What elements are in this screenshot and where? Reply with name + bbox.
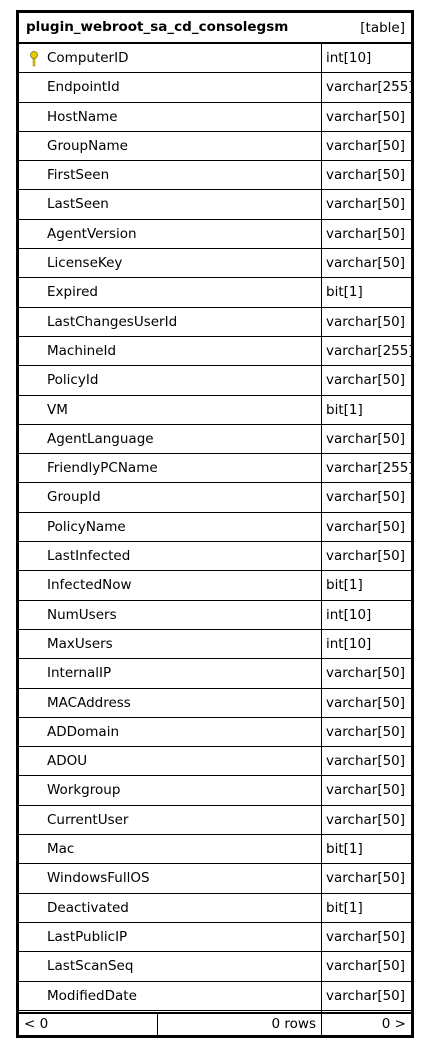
column-row (19, 483, 411, 512)
column-name: CurrentUser (47, 811, 129, 828)
column-name: ADDomain (47, 723, 120, 740)
column-row (19, 513, 411, 542)
column-row (19, 337, 414, 366)
column-type: bit[1] (326, 899, 363, 916)
column-row (19, 601, 411, 630)
column-row (19, 454, 414, 483)
column-row (19, 571, 411, 600)
table-entity (16, 10, 414, 1038)
column-type: int[10] (326, 50, 372, 66)
column-name: Workgroup (47, 782, 121, 799)
column-type: varchar[255] (326, 342, 414, 359)
column-type: varchar[50] (326, 782, 406, 799)
column-type: bit[1] (326, 841, 363, 858)
column-row (19, 659, 411, 688)
column-row (19, 923, 411, 952)
table-footer (19, 1012, 411, 1035)
column-row (19, 396, 411, 425)
column-name: LastSeen (47, 196, 109, 213)
column-type: varchar[50] (326, 108, 406, 125)
column-row (19, 278, 411, 307)
column-type: int[10] (326, 606, 372, 623)
column-row (19, 806, 411, 835)
column-type: varchar[255] (326, 460, 414, 477)
column-name: PolicyName (47, 518, 126, 535)
column-type: varchar[50] (326, 518, 406, 535)
column-type: bit[1] (326, 577, 363, 594)
column-name: GroupId (47, 489, 101, 506)
column-name: VM (47, 401, 68, 418)
column-name: LastInfected (47, 548, 131, 565)
column-type: varchar[50] (326, 167, 406, 184)
column-name: AgentVersion (47, 225, 137, 242)
column-name: HostName (47, 108, 118, 125)
column-row (19, 718, 411, 747)
column-type: varchar[50] (326, 987, 406, 1004)
column-row (19, 190, 411, 219)
column-type: varchar[50] (326, 548, 406, 565)
footer-prev[interactable]: < 0 (24, 1016, 49, 1032)
table-header (19, 13, 411, 44)
footer-prev-cell[interactable] (19, 1014, 158, 1035)
column-name: EndpointId (47, 79, 120, 96)
footer-next[interactable]: 0 > (381, 1016, 406, 1032)
column-row (19, 776, 411, 805)
column-type: varchar[50] (326, 196, 406, 213)
column-type: varchar[255] (326, 79, 414, 96)
column-row (19, 894, 411, 923)
column-name: NumUsers (47, 606, 117, 623)
column-name: MachineId (47, 342, 117, 359)
column-row (19, 132, 411, 161)
column-name: FirstSeen (47, 167, 110, 184)
column-type: varchar[50] (326, 665, 406, 682)
column-row (19, 308, 411, 337)
column-type: varchar[50] (326, 928, 406, 945)
column-row (19, 630, 411, 659)
column-name: InternalIP (47, 665, 112, 682)
column-row (19, 982, 411, 1011)
column-row (19, 161, 411, 190)
column-row (19, 952, 411, 981)
column-row (19, 835, 411, 864)
column-type: varchar[50] (326, 870, 406, 887)
column-type: varchar[50] (326, 694, 406, 711)
column-row (19, 747, 411, 776)
column-row (19, 542, 411, 571)
column-name: MaxUsers (47, 635, 113, 652)
column-row (19, 44, 411, 73)
table-name: plugin_webroot_sa_cd_consolegsm (26, 19, 289, 35)
column-type: varchar[50] (326, 225, 406, 242)
column-type: bit[1] (326, 401, 363, 418)
footer-row-count: 0 rows (271, 1016, 316, 1032)
footer-rows-cell (158, 1014, 322, 1035)
column-name: FriendlyPCName (47, 460, 158, 477)
column-row (19, 103, 411, 132)
column-name: ADOU (47, 753, 88, 770)
column-name: InfectedNow (47, 577, 132, 594)
column-type: varchar[50] (326, 313, 406, 330)
column-list (19, 44, 414, 1011)
column-row (19, 73, 414, 102)
column-type: bit[1] (326, 284, 363, 301)
column-row (19, 366, 411, 395)
column-name: Expired (47, 284, 98, 301)
column-name: PolicyId (47, 372, 99, 389)
column-name: LastChangesUserId (47, 313, 178, 330)
column-name: LicenseKey (47, 255, 123, 272)
column-name: Mac (47, 841, 75, 858)
column-name: Deactivated (47, 899, 129, 916)
column-name: AgentLanguage (47, 430, 154, 447)
column-name: LastScanSeq (47, 958, 134, 975)
column-name: GroupName (47, 137, 128, 154)
column-type: varchar[50] (326, 811, 406, 828)
column-type: varchar[50] (326, 489, 406, 506)
column-type: varchar[50] (326, 255, 406, 272)
column-type: varchar[50] (326, 753, 406, 770)
column-row (19, 425, 411, 454)
key-icon (29, 51, 39, 67)
column-type: varchar[50] (326, 958, 406, 975)
column-name: MACAddress (47, 694, 131, 711)
column-type: varchar[50] (326, 430, 406, 447)
column-row (19, 689, 411, 718)
column-type: varchar[50] (326, 372, 406, 389)
column-type: varchar[50] (326, 723, 406, 740)
column-row (19, 864, 411, 893)
table-kind: [table] (360, 20, 405, 36)
column-name: ModifiedDate (47, 987, 137, 1004)
column-row (19, 249, 411, 278)
column-name: ComputerID (47, 50, 129, 66)
column-type: varchar[50] (326, 137, 406, 154)
column-row (19, 220, 411, 249)
footer-next-cell[interactable] (322, 1014, 411, 1035)
column-type: int[10] (326, 635, 372, 652)
column-name: LastPublicIP (47, 928, 128, 945)
column-name: WindowsFullOS (47, 870, 150, 887)
